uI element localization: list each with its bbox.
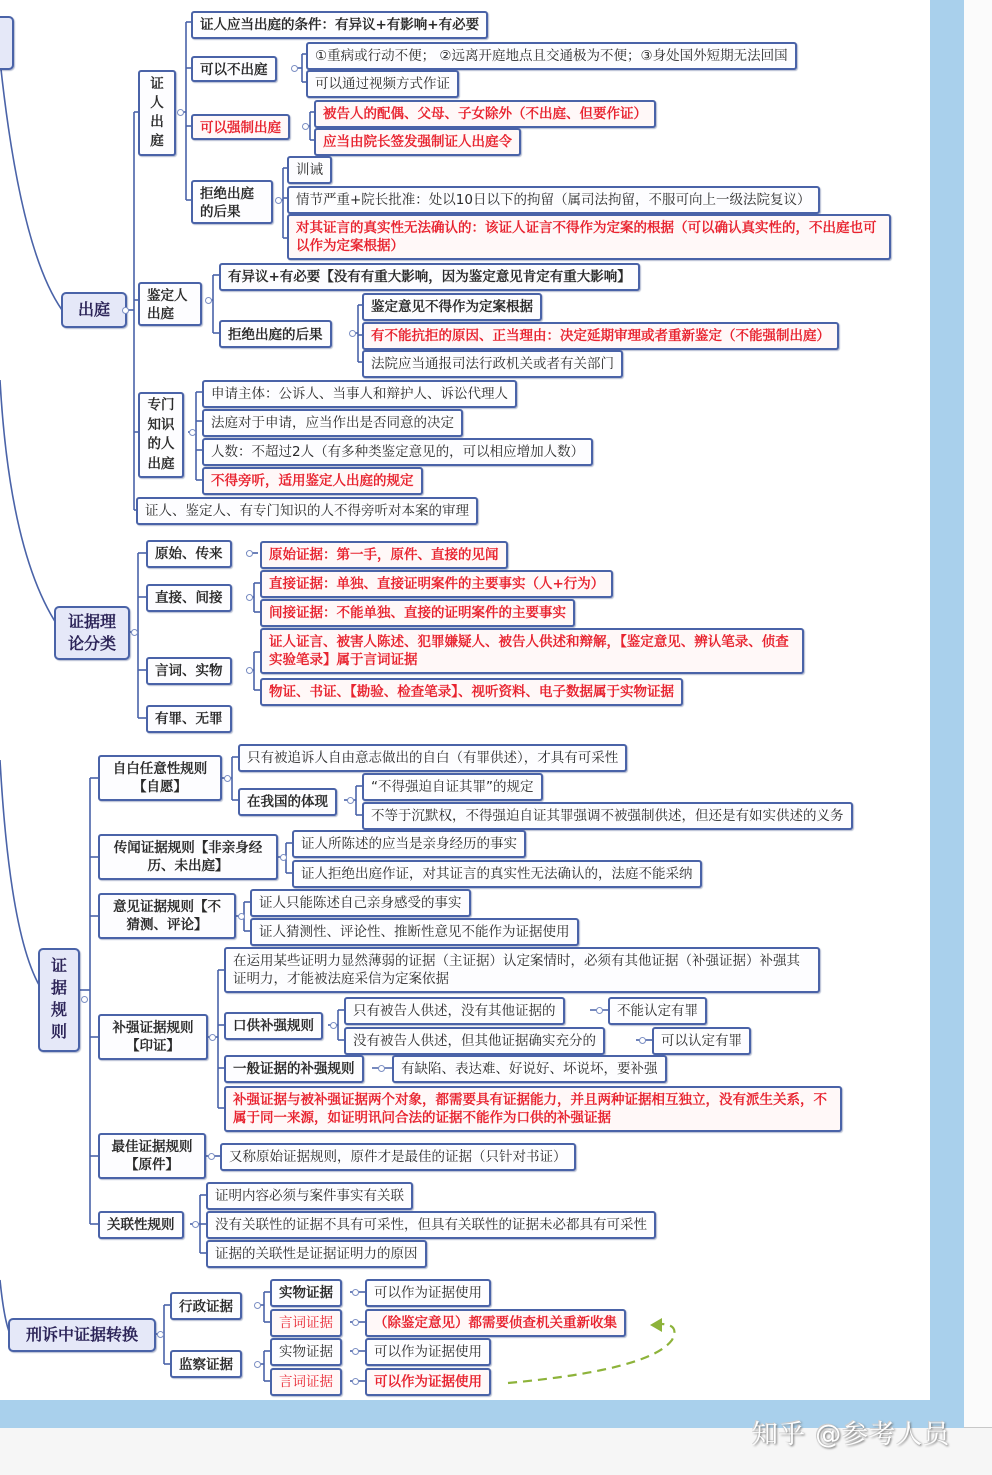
general-corroboration-item[interactable]: 有缺陷、表达难、好说好、坏说坏，要补强 — [392, 1055, 667, 1083]
supervision-evidence-node[interactable]: 监察证据 — [170, 1350, 242, 1378]
collapse-toggle-icon[interactable] — [275, 197, 282, 204]
hub-rules[interactable]: 证据规则 — [38, 948, 80, 1052]
compel-item[interactable]: 应当由院长签发强制证人出庭令 — [314, 128, 521, 156]
collapse-toggle-icon[interactable] — [208, 1153, 215, 1160]
witness-refuse-item[interactable]: 情节严重+院长批准：处以10日以下的拘留（属司法拘留，不服可向上一级法院复议） — [287, 186, 820, 214]
collapse-toggle-icon[interactable] — [224, 775, 231, 782]
voluntary-rule-node[interactable]: 自白任意性规则【自愿】 — [98, 755, 222, 801]
general-corroboration-node[interactable]: 一般证据的补强规则 — [224, 1055, 364, 1083]
class-group-guilt[interactable]: 有罪、无罪 — [146, 705, 232, 733]
hearsay-item[interactable]: 证人拒绝出庭作证，对其证言的真实性无法确认的，法庭不能采纳 — [292, 860, 702, 888]
corroboration-rule-node[interactable]: 补强证据规则【印证】 — [98, 1014, 208, 1060]
supervision-verbal-item[interactable]: 可以作为证据使用 — [365, 1368, 491, 1396]
collapse-toggle-icon[interactable] — [280, 854, 287, 861]
witness-conditions[interactable]: 证人应当出庭的条件：有异议+有影响+有必要 — [191, 11, 488, 39]
class-item[interactable]: 原始证据：第一手，原件、直接的见闻 — [260, 541, 508, 569]
specialist-item[interactable]: 不得旁听，适用鉴定人出庭的规定 — [202, 467, 423, 495]
admin-physical-item[interactable]: 可以作为证据使用 — [365, 1279, 491, 1307]
collapse-toggle-icon[interactable] — [291, 65, 298, 72]
collapse-toggle-icon[interactable] — [254, 1302, 261, 1309]
specialist-item[interactable]: 法庭对于申请，应当作出是否同意的决定 — [202, 409, 463, 437]
may-absent-node[interactable]: 可以不出庭 — [191, 56, 277, 82]
root-node-partial[interactable] — [0, 16, 14, 70]
china-practice-item[interactable]: “不得强迫自证其罪”的规定 — [362, 773, 543, 801]
collapse-toggle-icon[interactable] — [131, 629, 138, 636]
supervision-verbal-node[interactable]: 言词证据 — [270, 1368, 342, 1396]
best-evidence-node[interactable]: 最佳证据规则【原件】 — [98, 1133, 206, 1179]
witness-refuse-item[interactable]: 训诫 — [287, 156, 332, 184]
expert-condition[interactable]: 有异议+有必要【没有有重大影响，因为鉴定意见肯定有重大影响】 — [219, 263, 640, 291]
best-evidence-item[interactable]: 又称原始证据规则，原件才是最佳的证据（只针对书证） — [220, 1143, 576, 1171]
collapse-toggle-icon[interactable] — [238, 913, 245, 920]
confession-result[interactable]: 不能认定有罪 — [608, 997, 707, 1025]
relevance-rule-node[interactable]: 关联性规则 — [98, 1211, 184, 1239]
expert-node[interactable]: 鉴定人出庭 — [138, 282, 202, 326]
confession-condition[interactable]: 只有被告人供述，没有其他证据的 — [344, 997, 565, 1025]
china-practice-item[interactable]: 不等于沉默权，不得强迫自证其罪强调不被强制供述，但还是有如实供述的义务 — [362, 802, 853, 830]
supervision-physical-node[interactable]: 实物证据 — [270, 1338, 342, 1366]
china-practice-node[interactable]: 在我国的体现 — [238, 788, 337, 816]
no-listen-rule[interactable]: 证人、鉴定人、有专门知识的人不得旁听对本案的审理 — [136, 497, 478, 525]
collapse-toggle-icon[interactable] — [246, 594, 253, 601]
expert-refuse-item[interactable]: 鉴定意见不得作为定案根据 — [362, 293, 542, 321]
class-item[interactable]: 证人证言、被害人陈述、犯罪嫌疑人、被告人供述和辩解，【鉴定意见、辨认笔录、侦查实验笔录】属于言词证据 — [260, 628, 804, 674]
admin-evidence-node[interactable]: 行政证据 — [170, 1292, 242, 1320]
may-absent-item[interactable]: ①重病或行动不便； ②远离开庭地点且交通极为不便；③身处国外短期无法回国 — [306, 42, 797, 70]
class-group-verbal[interactable]: 言词、实物 — [146, 657, 232, 685]
confession-condition[interactable]: 没有被告人供述，但其他证据确实充分的 — [344, 1027, 605, 1055]
supervision-physical-item[interactable]: 可以作为证据使用 — [365, 1338, 491, 1366]
confession-result[interactable]: 可以认定有罪 — [652, 1027, 751, 1055]
hearsay-item[interactable]: 证人所陈述的应当是亲身经历的事实 — [292, 830, 526, 858]
collapse-toggle-icon[interactable] — [122, 307, 129, 314]
collapse-toggle-icon[interactable] — [302, 123, 309, 130]
collapse-toggle-icon[interactable] — [246, 550, 253, 557]
collapse-toggle-icon[interactable] — [352, 1348, 359, 1355]
relevance-item[interactable]: 证据的关联性是证据证明力的原因 — [206, 1240, 427, 1268]
admin-verbal-item[interactable]: （除鉴定意见）都需要侦查机关重新收集 — [365, 1309, 626, 1337]
admin-physical-node[interactable]: 实物证据 — [270, 1279, 342, 1307]
expert-refuse-item[interactable]: 有不能抗拒的原因、正当理由：决定延期审理或者重新鉴定（不能强制出庭） — [362, 322, 839, 350]
collapse-toggle-icon[interactable] — [189, 429, 196, 436]
opinion-rule-node[interactable]: 意见证据规则【不猜测、评论】 — [98, 893, 236, 939]
class-group-original[interactable]: 原始、传来 — [146, 540, 232, 568]
hub-chuting[interactable]: 出庭 — [61, 292, 127, 328]
collapse-toggle-icon[interactable] — [246, 667, 253, 674]
opinion-item[interactable]: 证人猜测性、评论性、推断性意见不能作为证据使用 — [250, 918, 579, 946]
relevance-item[interactable]: 没有关联性的证据不具有可采性，但具有关联性的证据未必都具有可采性 — [206, 1211, 656, 1239]
collapse-toggle-icon[interactable] — [352, 1319, 359, 1326]
collapse-toggle-icon[interactable] — [209, 1034, 216, 1041]
collapse-toggle-icon[interactable] — [192, 1221, 199, 1228]
collapse-toggle-icon[interactable] — [352, 1289, 359, 1296]
compel-item[interactable]: 被告人的配偶、父母、子女除外（不出庭、但要作证） — [314, 100, 656, 128]
specialist-node[interactable]: 专门知识的人出庭 — [138, 392, 184, 478]
collapse-toggle-icon[interactable] — [254, 1361, 261, 1368]
watermark: 知乎 @参考人员 — [752, 1420, 951, 1450]
hearsay-rule-node[interactable]: 传闻证据规则【非亲身经历、未出庭】 — [98, 834, 278, 880]
relevance-item[interactable]: 证明内容必须与案件事实有关联 — [206, 1182, 413, 1210]
class-item[interactable]: 物证、书证、【勘验、检查笔录】、视听资料、电子数据属于实物证据 — [260, 678, 683, 706]
collapse-toggle-icon[interactable] — [205, 297, 212, 304]
specialist-item[interactable]: 人数：不超过2人（有多种类鉴定意见的，可以相应增加人数） — [202, 438, 593, 466]
hub-classification[interactable]: 证据理论分类 — [54, 606, 130, 660]
class-item[interactable]: 间接证据：不能单独、直接的证明案件的主要事实 — [260, 599, 575, 627]
class-group-direct[interactable]: 直接、间接 — [146, 584, 232, 612]
collapse-toggle-icon[interactable] — [157, 1331, 164, 1338]
expert-refuse-node[interactable]: 拒绝出庭的后果 — [219, 320, 332, 348]
collapse-toggle-icon[interactable] — [347, 797, 354, 804]
collapse-toggle-icon[interactable] — [352, 1378, 359, 1385]
compel-node[interactable]: 可以强制出庭 — [191, 114, 290, 140]
specialist-item[interactable]: 申请主体：公诉人、当事人和辩护人、诉讼代理人 — [202, 380, 517, 408]
voluntary-item[interactable]: 只有被追诉人自由意志做出的自白（有罪供述），才具有可采性 — [238, 744, 627, 772]
confession-rule-node[interactable]: 口供补强规则 — [224, 1012, 323, 1040]
collapse-toggle-icon[interactable] — [81, 996, 88, 1003]
collapse-toggle-icon[interactable] — [596, 1007, 603, 1014]
collapse-toggle-icon[interactable] — [177, 109, 184, 116]
arrow-head-icon — [650, 1318, 662, 1332]
witness-refuse-item[interactable]: 对其证言的真实性无法确认的：该证人证言不得作为定案的根据（可以确认真实性的，不出庭也可以作为定案根据） — [287, 214, 891, 260]
collapse-toggle-icon[interactable] — [639, 1037, 646, 1044]
opinion-item[interactable]: 证人只能陈述自己亲身感受的事实 — [250, 889, 471, 917]
hub-conversion[interactable]: 刑诉中证据转换 — [8, 1318, 156, 1352]
class-item[interactable]: 直接证据：单独、直接证明案件的主要事实（人+行为） — [260, 570, 613, 598]
admin-verbal-node[interactable]: 言词证据 — [270, 1309, 342, 1337]
witness-node[interactable]: 证人出庭 — [138, 70, 176, 156]
collapse-toggle-icon[interactable] — [378, 1065, 385, 1072]
expert-refuse-item[interactable]: 法院应当通报司法行政机关或者有关部门 — [362, 350, 623, 378]
corroboration-note[interactable]: 补强证据与被补强证据两个对象，都需要具有证据能力，并且两种证据相互独立，没有派生关系，不属于同一来源，如证明讯问合法的证据不能作为口供的补强证据 — [224, 1086, 842, 1132]
may-absent-item[interactable]: 可以通过视频方式作证 — [306, 70, 459, 98]
witness-refuse-node[interactable]: 拒绝出庭的后果 — [191, 180, 273, 224]
collapse-toggle-icon[interactable] — [349, 330, 356, 337]
corroboration-intro[interactable]: 在运用某些证明力显然薄弱的证据（主证据）认定案情时，必须有其他证据（补强证据）补强其证明力，才能被法庭采信为定案依据 — [224, 947, 820, 993]
collapse-toggle-icon[interactable] — [330, 1022, 337, 1029]
